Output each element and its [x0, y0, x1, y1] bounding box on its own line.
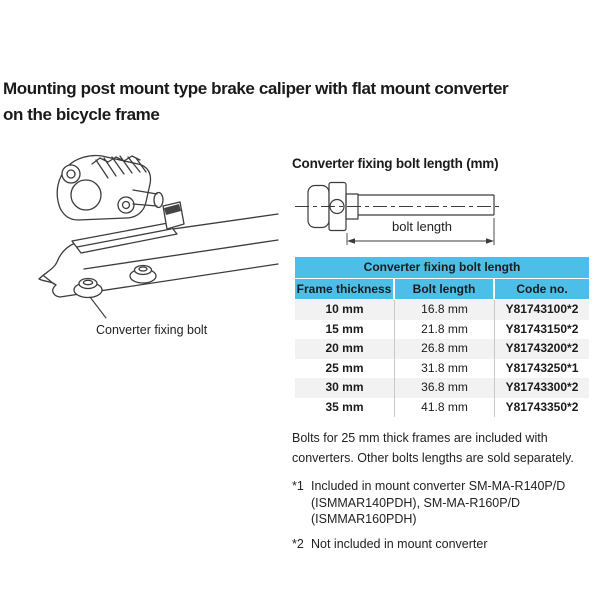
figure-label: Converter fixing bolt — [96, 323, 208, 337]
code-no-cell: Y81743200*2 — [505, 341, 579, 355]
frame-thickness-cell: 25 mm — [295, 359, 395, 379]
column-header-code-no: Code no. — [495, 279, 589, 299]
code-no-cell: Y81743150*2 — [505, 321, 579, 336]
bolt-length-cell: 26.8 mm — [395, 339, 495, 359]
bolt-length-cell: 16.8 mm — [395, 300, 495, 320]
bolt-length-cell: 31.8 mm — [395, 359, 495, 379]
caliper-figure — [20, 148, 288, 348]
table-row — [295, 359, 589, 379]
footnote-text: Not included in mount converter — [311, 536, 488, 551]
footnote-marker: *1 — [292, 479, 304, 493]
frame-thickness-cell: 35 mm — [295, 398, 395, 418]
footnote-marker: *2 — [292, 536, 304, 551]
bolt-length-cell: 41.8 mm — [395, 398, 495, 418]
bolt-length-label: bolt length — [392, 219, 452, 234]
frame-thickness-cell: 30 mm — [295, 378, 395, 398]
brake-caliper-illustration — [20, 148, 288, 348]
bolt-drawing — [292, 181, 504, 247]
bolt-length-cell: 36.8 mm — [395, 378, 495, 398]
table-title: Converter fixing bolt length — [295, 257, 589, 278]
table-row — [295, 300, 589, 320]
footnote-text: Included in mount converter SM-MA-R140P/D (ISMMAR140PDH), SM-MA-R160P/D (ISMMAR160PDH) — [311, 479, 566, 526]
code-no-cell: Y81743350*2 — [505, 399, 579, 414]
section-heading: Converter fixing bolt length (mm) — [292, 156, 499, 171]
table-body — [295, 300, 589, 417]
note-text: Bolts for 25 mm thick frames are included with converters. Other bolts lengths are sold separately. — [292, 431, 574, 465]
table-row — [295, 398, 589, 418]
footnote-1 — [292, 478, 593, 528]
table-row — [295, 378, 589, 398]
bolt-length-cell: 21.8 mm — [395, 320, 495, 340]
footnote-2 — [292, 536, 593, 553]
column-header-frame-thickness: Frame thickness — [295, 279, 395, 299]
bolt-diagram — [292, 181, 504, 247]
code-no-cell: Y81743300*2 — [505, 380, 579, 394]
code-no-cell: Y81743100*2 — [505, 302, 579, 316]
frame-thickness-cell: 15 mm — [295, 320, 395, 340]
table-header-row — [295, 279, 589, 299]
column-header-bolt-length: Bolt length — [395, 279, 495, 299]
table-row — [295, 339, 589, 359]
page-title-line1: Mounting post mount type brake caliper with flat mount converter — [3, 79, 509, 98]
bolt-length-table — [295, 257, 589, 417]
frame-thickness-cell: 20 mm — [295, 339, 395, 359]
code-no-cell: Y81743250*1 — [505, 360, 579, 375]
table-row — [295, 320, 589, 340]
page-title — [3, 76, 600, 128]
page-title-line2: on the bicycle frame — [3, 105, 160, 124]
notes-section — [292, 429, 593, 560]
frame-thickness-cell: 10 mm — [295, 300, 395, 320]
